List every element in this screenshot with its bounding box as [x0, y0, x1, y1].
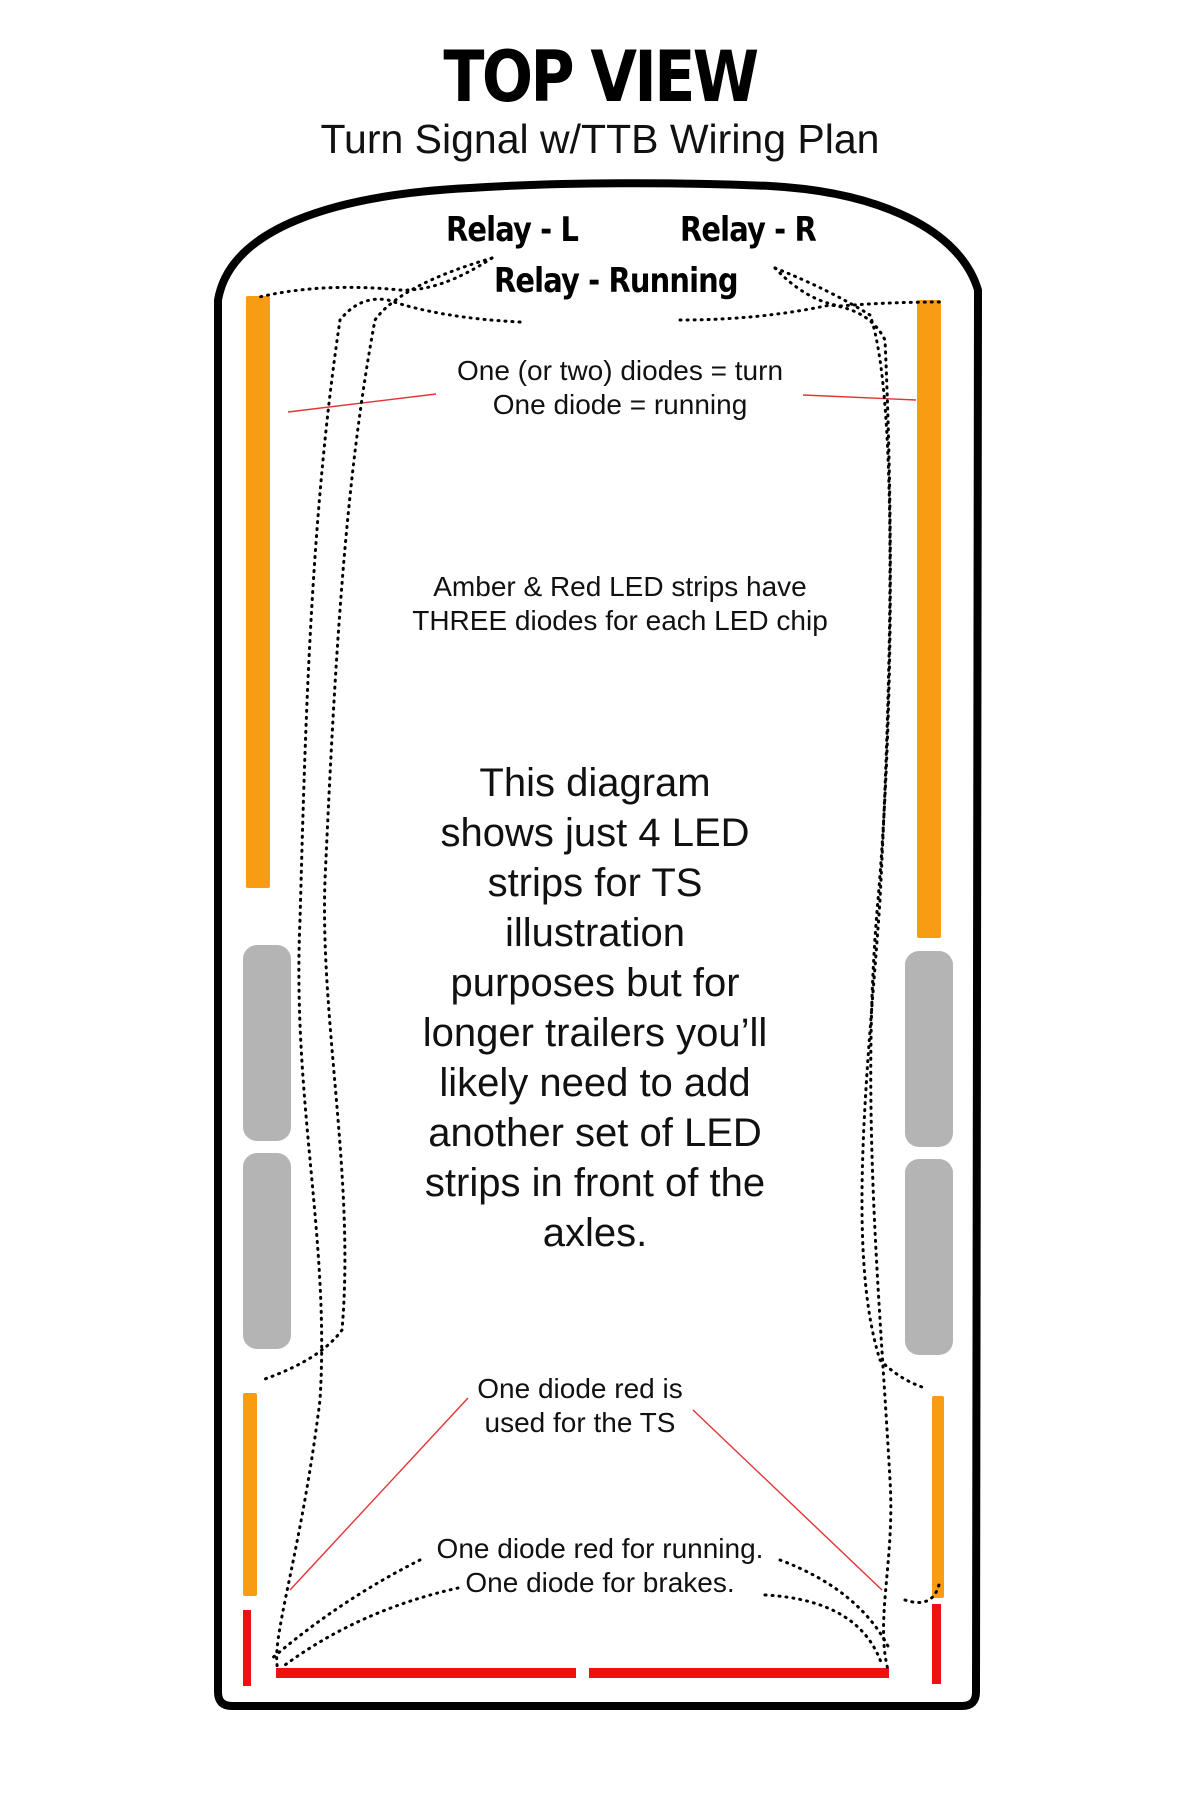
- amber-strip-left-long: [246, 296, 270, 888]
- note-main-line-5: purposes but for: [450, 961, 740, 1005]
- amber-strip-left-short: [243, 1393, 257, 1596]
- note-three-diodes-line-2: THREE diodes for each LED chip: [412, 605, 828, 637]
- note-main-line-7: likely need to add: [439, 1061, 751, 1105]
- wire-relay-l-left-strip: [255, 258, 492, 298]
- relay-left-label: Relay - L: [446, 210, 579, 250]
- page-title: TOP VIEW: [443, 36, 757, 118]
- red-strip-rear-right: [589, 1668, 889, 1678]
- note-three-diodes-line-1: Amber & Red LED strips have: [433, 571, 807, 602]
- note-running-brakes-line-1: One diode red for running.: [436, 1533, 764, 1564]
- note-main-line-3: strips for TS: [487, 861, 703, 905]
- wheel-right-rear: [905, 1159, 953, 1355]
- wheel-right-front: [905, 951, 953, 1147]
- red-strip-right-vertical: [932, 1604, 941, 1684]
- wire-relay-r-right-strip: [775, 268, 940, 306]
- wire-left-brake: [270, 1560, 420, 1660]
- note-running-brakes-line-2: One diode for brakes.: [465, 1567, 735, 1599]
- note-diodes-turn-line-1: One (or two) diodes = turn: [456, 355, 784, 386]
- page-subtitle: Turn Signal w/TTB Wiring Plan: [320, 116, 880, 162]
- amber-strip-right-long: [917, 300, 941, 938]
- relay-right-label: Relay - R: [680, 210, 816, 250]
- note-red-ts-line-1: One diode red is: [477, 1373, 683, 1404]
- note-main-line-1: This diagram: [479, 761, 711, 805]
- red-strip-left-vertical: [243, 1610, 251, 1686]
- note-main-line-6: longer trailers you’ll: [422, 1011, 768, 1055]
- relay-running-label: Relay - Running: [494, 261, 738, 301]
- note-main: [380, 758, 810, 1258]
- note-main-line-8: another set of LED: [428, 1111, 762, 1155]
- note-running-brakes: [400, 1532, 800, 1600]
- note-red-ts-line-2: used for the TS: [484, 1407, 676, 1439]
- amber-strip-right-short: [932, 1396, 944, 1598]
- note-diodes-turn-line-2: One diode = running: [492, 389, 748, 421]
- note-main-line-10: axles.: [542, 1211, 648, 1255]
- note-main-line-2: shows just 4 LED: [440, 811, 750, 855]
- note-main-line-9: strips in front of the: [424, 1161, 766, 1205]
- note-three-diodes: [370, 570, 870, 638]
- wire-right-running: [765, 1595, 882, 1665]
- note-diodes-turn: [400, 354, 840, 422]
- note-main-line-4: illustration: [504, 911, 686, 955]
- wheel-left-front: [243, 945, 291, 1141]
- wheel-left-rear: [243, 1153, 291, 1349]
- note-red-ts: [440, 1372, 720, 1440]
- red-strip-rear-left: [276, 1668, 576, 1678]
